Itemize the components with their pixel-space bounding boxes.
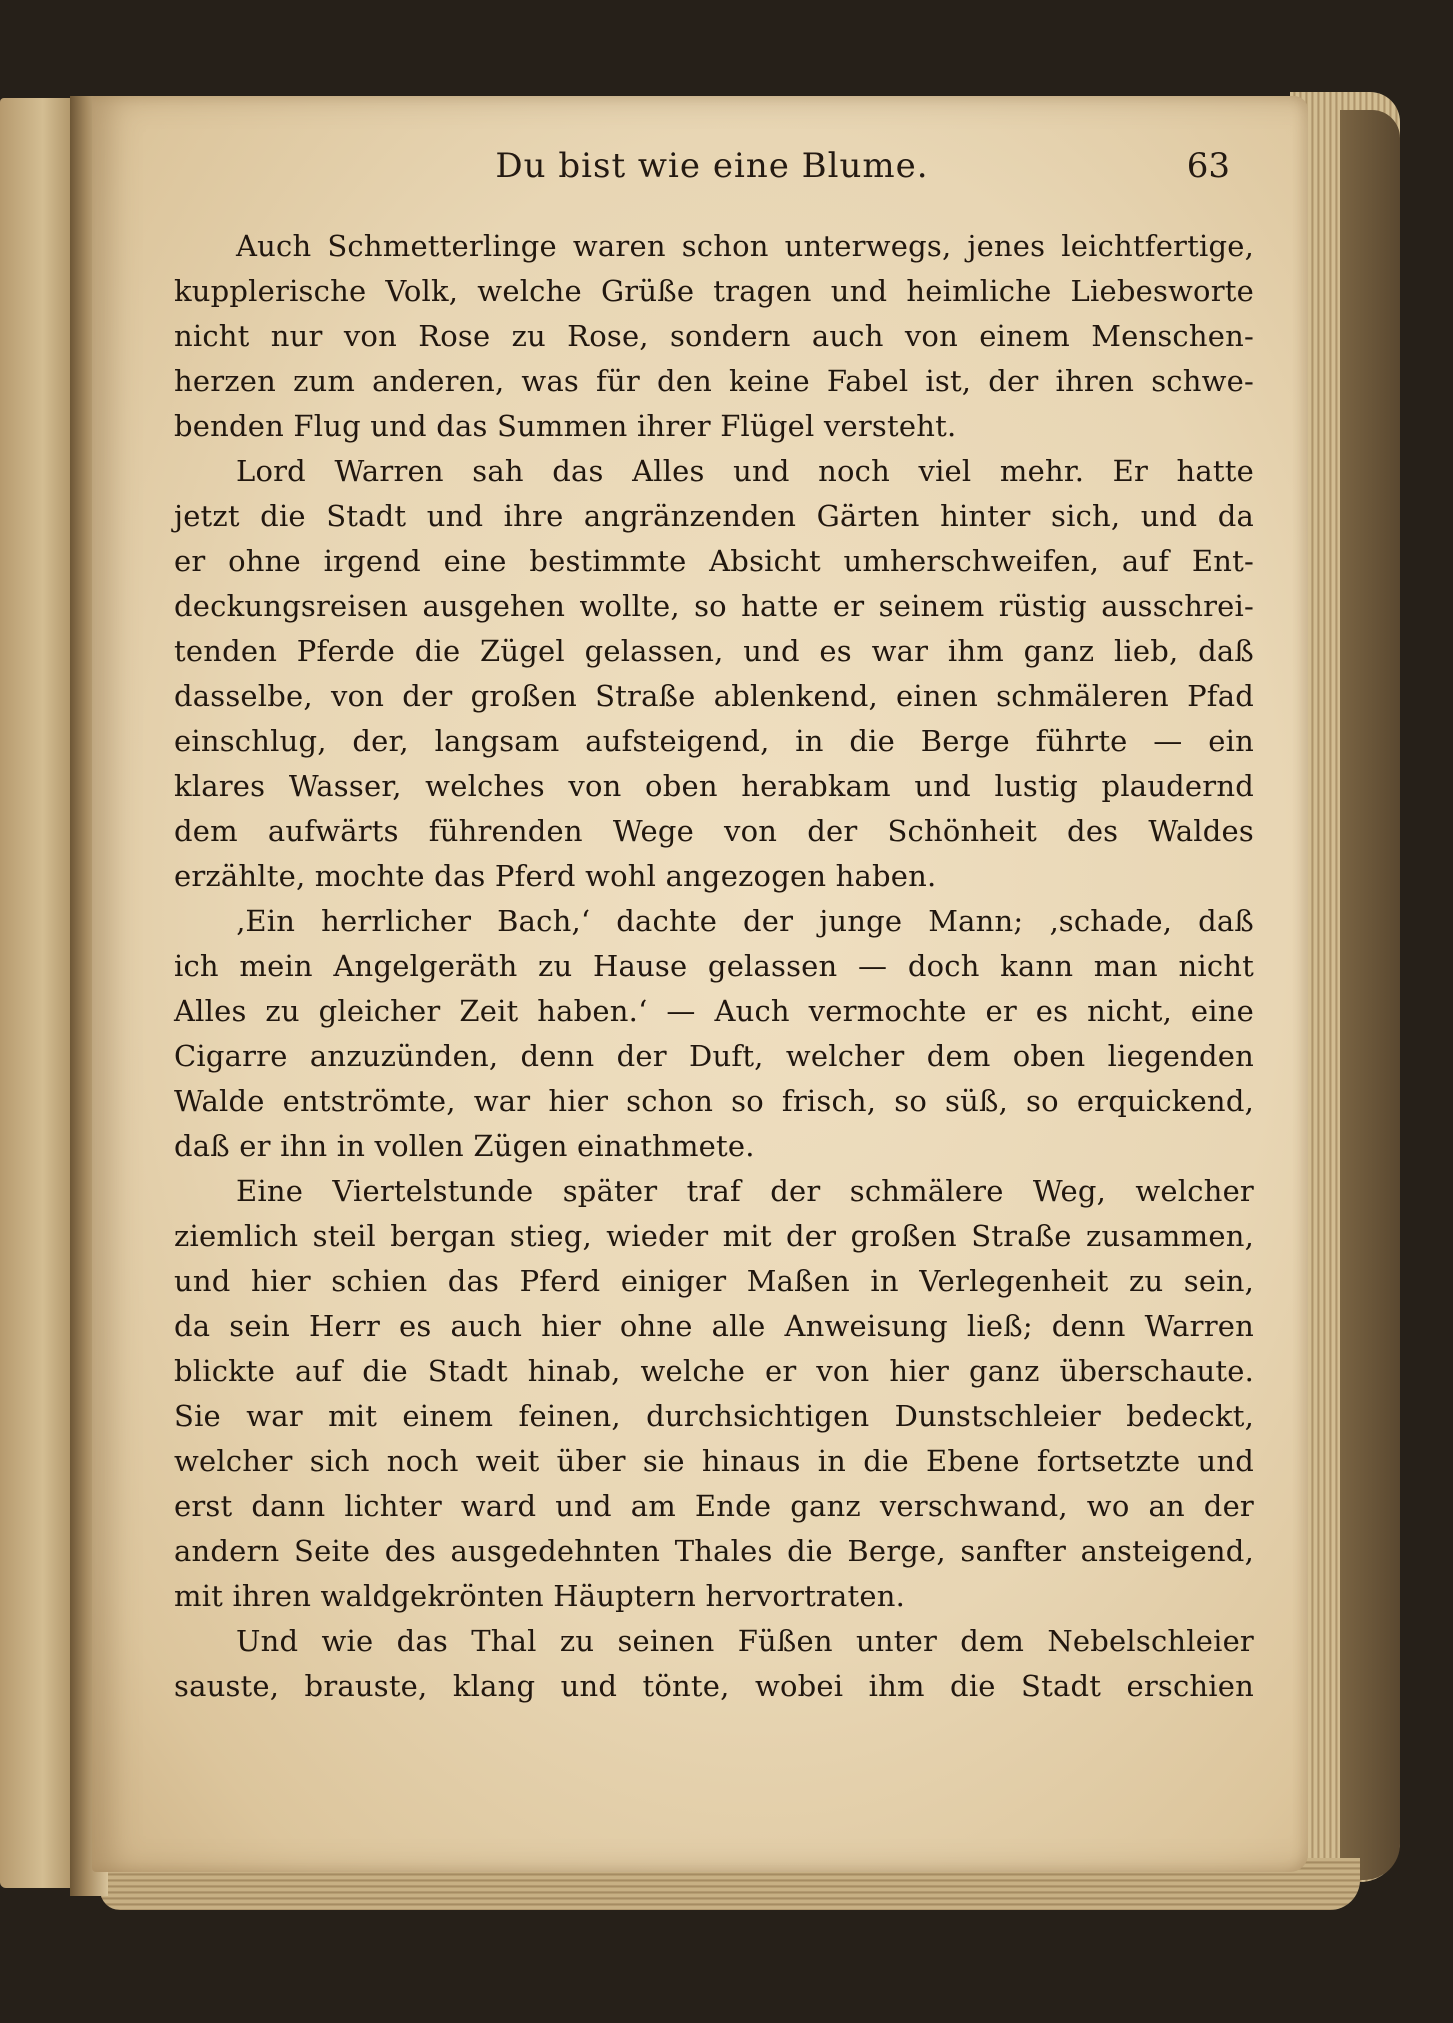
text-line: Alles zu gleicher Zeit haben.‘ — Auch vermochte er es nicht, eine [174,994,1254,1028]
text-line: er ohne irgend eine bestimmte Absicht umherschweifen, auf Ent- [174,544,1254,578]
body-text [174,224,1254,1709]
text-line: Walde entströmte, war hier schon so frisch, so süß, so erquickend, [174,1084,1254,1118]
text-line: Cigarre anzuzünden, denn der Duft, welcher dem oben liegenden [174,1039,1254,1073]
text-line: ‚Ein herrlicher Bach,‘ dachte der junge Mann; ‚schade, daß [236,904,1254,938]
text-line: ziemlich steil bergan stieg, wieder mit der großen Straße zusammen, [174,1219,1254,1253]
text-line: Sie war mit einem feinen, durchsichtigen Dunstschleier bedeckt, [174,1399,1254,1433]
text-line: benden Flug und das Summen ihrer Flügel versteht. [174,409,957,443]
text-line: daß er ihn in vollen Zügen einathmete. [174,1129,755,1163]
page-number: 63 [1186,146,1230,186]
text-line: da sein Herr es auch hier ohne alle Anweisung ließ; denn Warren [174,1309,1254,1343]
text-line: Lord Warren sah das Alles und noch viel mehr. Er hatte [236,454,1254,488]
text-line: andern Seite des ausgedehnten Thales die Berge, sanfter ansteigend, [174,1534,1254,1568]
text-line: Und wie das Thal zu seinen Füßen unter dem Nebelschleier [236,1624,1254,1658]
text-line: tenden Pferde die Zügel gelassen, und es war ihm ganz lieb, daß [174,634,1254,668]
text-line: klares Wasser, welches von oben herabkam und lustig plaudernd [174,769,1254,803]
text-line: ich mein Angelgeräth zu Hause gelassen — doch kann man nicht [174,949,1254,983]
text-line: nicht nur von Rose zu Rose, sondern auch von einem Menschen- [174,319,1254,353]
running-head [182,146,1242,206]
book-page [92,96,1308,1872]
text-line: mit ihren waldgekrönten Häuptern hervortraten. [174,1579,905,1613]
text-line: jetzt die Stadt und ihre angränzenden Gärten hinter sich, und da [174,499,1254,533]
text-line: dem aufwärts führenden Wege von der Schönheit des Waldes [174,814,1254,848]
text-line: und hier schien das Pferd einiger Maßen in Verlegenheit zu sein, [174,1264,1254,1298]
page-header-title: Du bist wie eine Blume. [495,146,929,186]
text-line: Eine Viertelstunde später traf der schmälere Weg, welcher [236,1174,1254,1208]
previous-page-strip [0,98,78,1888]
text-line: kupplerische Volk, welche Grüße tragen und heimliche Liebesworte [174,274,1254,308]
text-line: deckungsreisen ausgehen wollte, so hatte er seinem rüstig ausschrei- [174,589,1254,623]
text-line: einschlug, der, langsam aufsteigend, in die Berge führte — ein [174,724,1254,758]
book-cover-edge [1340,110,1400,1880]
text-line: sauste, brauste, klang und tönte, wobei ihm die Stadt erschien [174,1669,1254,1703]
text-line: welcher sich noch weit über sie hinaus in die Ebene fortsetzte und [174,1444,1254,1478]
text-line: dasselbe, von der großen Straße ablenkend, einen schmäleren Pfad [174,679,1254,713]
text-line: blickte auf die Stadt hinab, welche er von hier ganz überschaute. [174,1354,1254,1388]
text-line: erzählte, mochte das Pferd wohl angezogen haben. [174,859,937,893]
text-line: Auch Schmetterlinge waren schon unterwegs, jenes leichtfertige, [236,229,1254,263]
text-line: erst dann lichter ward und am Ende ganz verschwand, wo an der [174,1489,1254,1523]
text-line: herzen zum anderen, was für den keine Fabel ist, der ihren schwe- [174,364,1254,398]
